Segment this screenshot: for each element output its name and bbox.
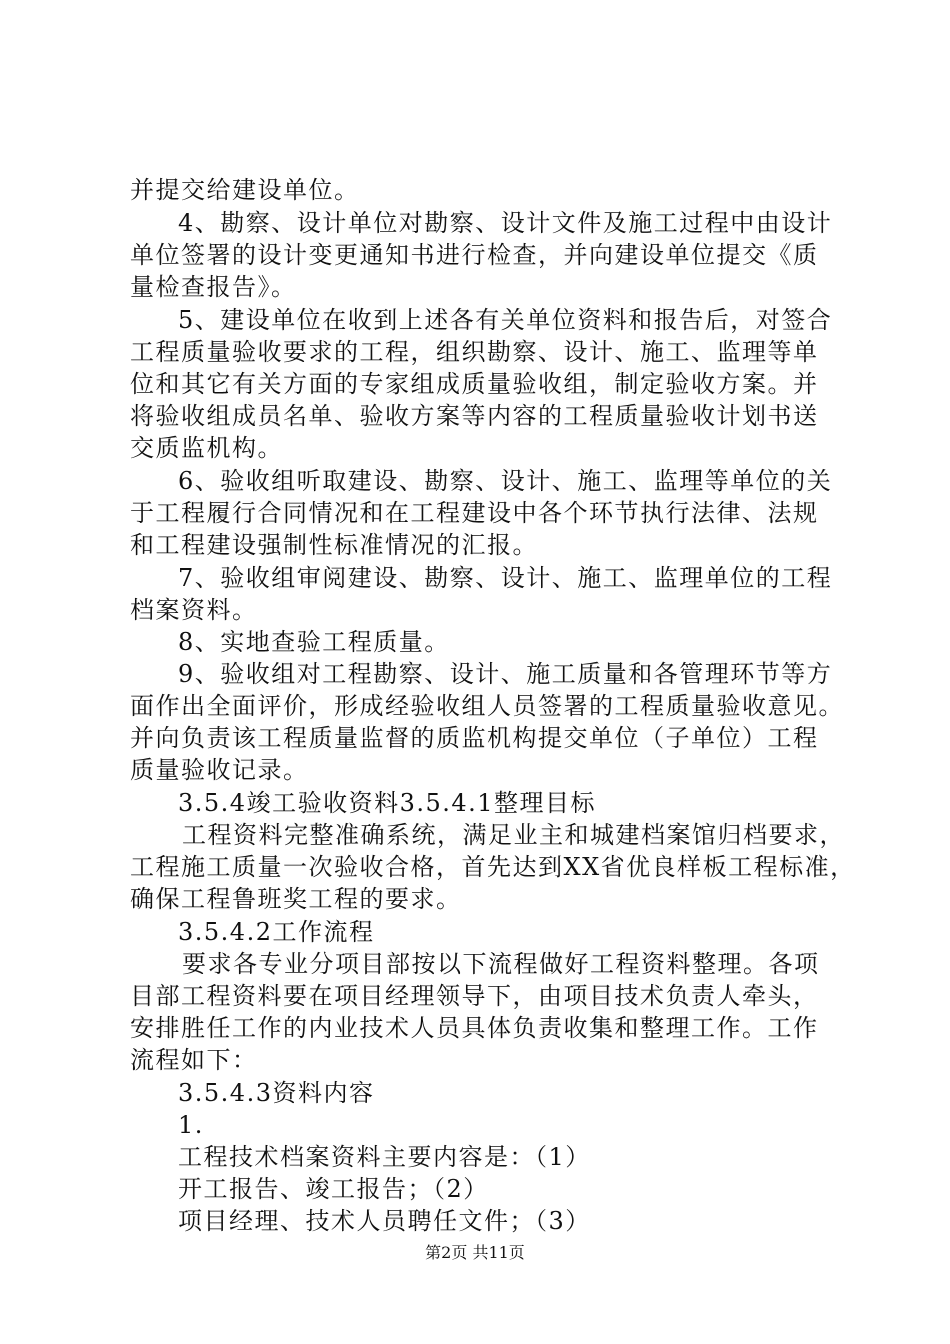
text-line: 4、勘察、设计单位对勘察、设计文件及施工过程中由设计 <box>178 209 833 237</box>
text-line: 6、验收组听取建设、勘察、设计、施工、监理等单位的关 <box>178 467 833 495</box>
text-line: 单位签署的设计变更通知书进行检查，并向建设单位提交《质 <box>130 241 819 269</box>
text-line: 目部工程资料要在项目经理领导下，由项目技术负责人牵头， <box>130 982 819 1010</box>
text-line: 开工报告、竣工报告；（2） <box>178 1175 489 1203</box>
text-line: 质量验收记录。 <box>130 756 309 784</box>
section-heading: 3.5.4.2工作流程 <box>178 918 375 946</box>
text-line: 位和其它有关方面的专家组成质量验收组，制定验收方案。并 <box>130 370 819 398</box>
text-line: 工程施工质量一次验收合格，首先达到XX省优良样板工程标准， <box>130 853 856 881</box>
text-line: 项目经理、技术人员聘任文件；（3） <box>178 1207 591 1235</box>
text-line: 流程如下： <box>130 1046 258 1074</box>
text-line: 8、实地查验工程质量。 <box>178 628 450 656</box>
text-line: 量检查报告》。 <box>130 273 297 301</box>
page-footer <box>0 1242 950 1264</box>
text-line: 9、验收组对工程勘察、设计、施工质量和各管理环节等方 <box>178 660 833 688</box>
page-number-label: 第2页 共11页 <box>425 1243 525 1262</box>
text-line: 5、建设单位在收到上述各有关单位资料和报告后，对签合 <box>178 306 833 334</box>
text-line: 安排胜任工作的内业技术人员具体负责收集和整理工作。工作 <box>130 1014 819 1042</box>
text-line: 工程资料完整准确系统，满足业主和城建档案馆归档要求， <box>182 821 845 849</box>
text-line: 并向负责该工程质量监督的质监机构提交单位（子单位）工程 <box>130 724 819 752</box>
text-line: 档案资料。 <box>130 596 258 624</box>
text-line: 工程质量验收要求的工程，组织勘察、设计、施工、监理等单 <box>130 338 819 366</box>
text-line: 和工程建设强制性标准情况的汇报。 <box>130 531 538 559</box>
text-line: 面作出全面评价，形成经验收组人员签署的工程质量验收意见。 <box>130 692 844 720</box>
text-line: 确保工程鲁班奖工程的要求。 <box>130 885 462 913</box>
text-line: 要求各专业分项目部按以下流程做好工程资料整理。各项 <box>182 950 820 978</box>
section-heading: 3.5.4.3资料内容 <box>178 1079 375 1107</box>
text-line: 工程技术档案资料主要内容是：（1） <box>178 1143 591 1171</box>
text-line: 并提交给建设单位。 <box>130 176 360 204</box>
text-line: 交质监机构。 <box>130 434 283 462</box>
text-line: 将验收组成员名单、验收方案等内容的工程质量验收计划书送 <box>130 402 819 430</box>
section-heading: 3.5.4竣工验收资料3.5.4.1整理目标 <box>178 789 597 817</box>
text-line: 7、验收组审阅建设、勘察、设计、施工、监理单位的工程 <box>178 564 833 592</box>
text-line: 1. <box>178 1111 204 1139</box>
text-line: 于工程履行合同情况和在工程建设中各个环节执行法律、法规 <box>130 499 819 527</box>
